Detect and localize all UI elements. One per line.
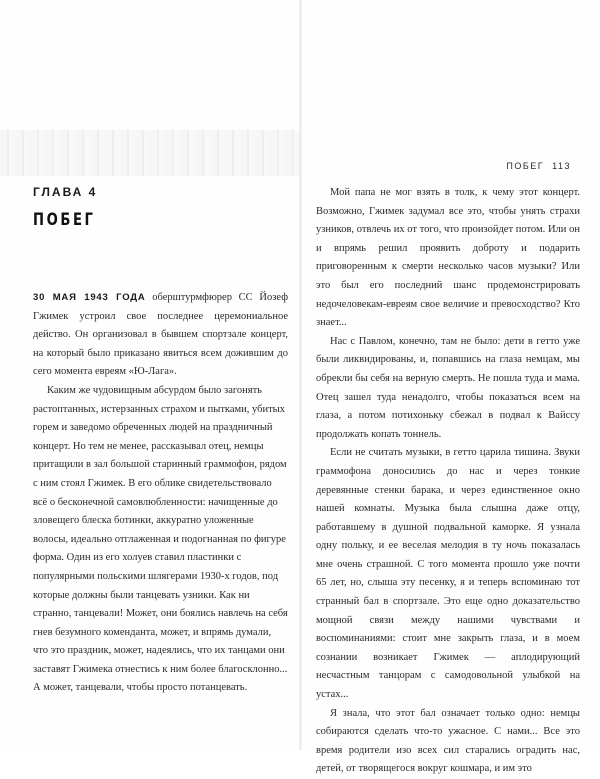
running-head-title: ПОБЕГ — [506, 161, 545, 171]
left-page-body — [33, 289, 288, 698]
chapter-title: ПОБЕГ — [33, 210, 96, 230]
date-lead: 30 МАЯ 1943 ГОДА — [33, 292, 146, 303]
running-head — [302, 161, 571, 171]
body-paragraph: Мой папа не мог взять в толк, к чему этот концерт. Возможно, Гжимек задумал все это, чтобы унять страхи узников, отвлечь их от того, что произойдет потом. Или он и впрямь решил проявить доброту и подарить приговоренным к смерти несколько часов музыки? Или это был его последний шанс продемонстрировать недочеловекам-евреям свое величие и превосходство? Кто знает... — [316, 187, 580, 329]
body-paragraph: Нас с Павлом, конечно, там не было: дети в гетто уже были ликвидированы, и, попавшись на глаза немцам, мы обрекли бы себя на верную смерть. Не пошла туда и мама. Отец зашел туда ненадолго, чтобы показаться всем на глаза, а потом потихоньку сбежал в подвал к Вайссу продолжать копать тоннель. — [316, 335, 580, 440]
chapter-label: ГЛАВА 4 — [33, 185, 98, 199]
chapter-header-band — [0, 130, 299, 176]
body-paragraph: Каким же чудовищным абсурдом было загонять растоптанных, истерзанных страхом и пытками, убитых горем и заведомо обреченных людей на праздничный концерт. Но тем не менее, рассказывал отец, немцы притащили в зал большой старинный граммофон, рядом с ним стоял Гжимек. В его облике свидетельствовало всё о бесконечной самовлюбленности: начищенные до зловещего блеска ботинки, аккуратно уложенные волосы, идеально отглаженная и подогнанная по фигуре форма. Один из его холуев ставил пластинки с популярными польскими шлягерами 1930-х годов, под которые должны были танцевать узники. Как ни странно, танцевали! Может, они боялись навлечь на себя гнев безумного коменданта, может, и впрямь думали, что это праздник, может, надеялись, что их танцами они заставят Гжимека отнестись к ним более благосклонно... А может, танцевали, чтобы просто потанцевать. — [33, 384, 288, 694]
opening-paragraph — [33, 289, 288, 382]
page-number: 113 — [552, 161, 571, 171]
body-paragraph: Я знала, что этот бал означает только одно: немцы собираются сделать что-то ужасное. С нами... Все это время родители изо всех сил старались оградить нас, детей, от творящегося вокруг кошмара, и им это — [316, 707, 580, 775]
right-page-body — [316, 184, 580, 779]
right-page — [302, 0, 600, 775]
body-paragraph: Если не считать музыки, в гетто царила тишина. Звуки граммофона доносились до нас и через тонкие деревянные стенки барака, и через единственное окно нашей комнаты. Музыка была слышна даже отцу, работавшему в душной подвальной каморке. Я узнала одну польку, и ее веселая мелодия в ту ночь показалась мне очень страшной. С того момента прошло уже почти 65 лет, но, слыша эту песенку, я и теперь вспоминаю тот странный бал в спортзале. Это еще одно доказательство мощной связи между нашими чувствами и воспоминаниями: стоит мне закрыть глаза, и в моем сознании возникает Гжимек — аплодирующий несчастным танцорам с самодовольной улыбкой на устах... — [316, 447, 580, 701]
left-page — [0, 0, 299, 750]
opening-paragraph-text: оберштурмфюрер СС Йозеф Гжимек устроил свое последнее церемониальное действо. Он организовал в бывшем спортзале концерт, на который было приказано явиться всем дожившим до сего момента евреям «Ю-Лага». — [33, 292, 288, 378]
